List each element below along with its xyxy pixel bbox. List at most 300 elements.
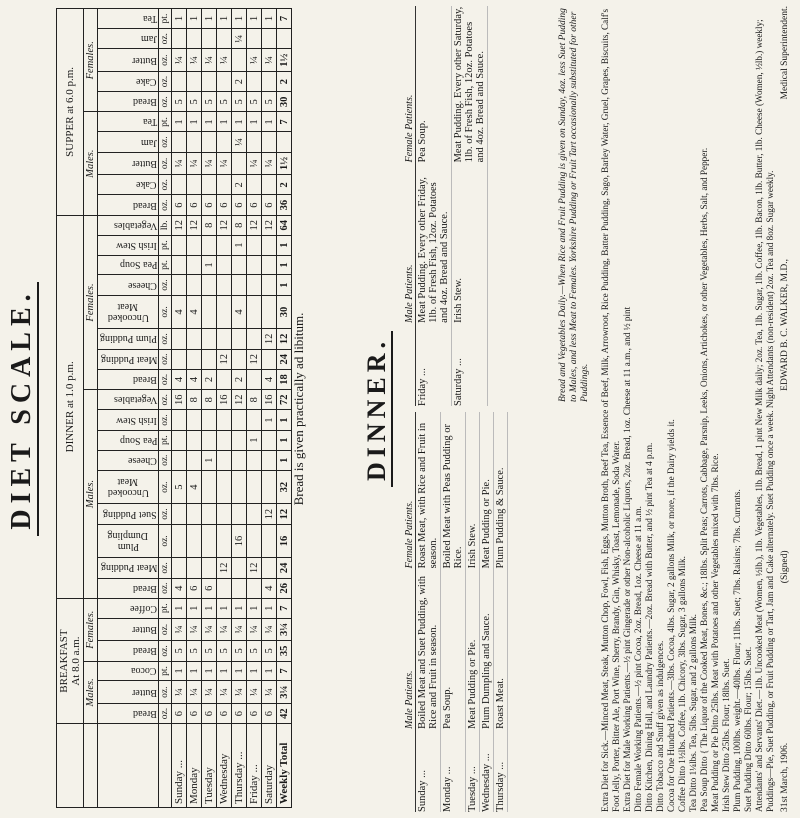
value-cell <box>187 558 202 578</box>
total-cell: 26 <box>277 578 292 598</box>
value-cell <box>172 410 187 430</box>
value-cell <box>262 71 277 91</box>
value-cell: 1 <box>217 9 232 29</box>
value-cell: 5 <box>202 641 217 661</box>
value-cell: 6 <box>202 703 217 723</box>
total-cell: 3¼ <box>277 681 292 704</box>
value-cell: 5 <box>172 641 187 661</box>
value-cell <box>232 255 247 275</box>
column-header: Jam <box>98 132 159 152</box>
value-cell <box>202 235 217 255</box>
total-cell: 12 <box>277 329 292 349</box>
dinner-female-cell: Irish Stew. <box>467 523 478 569</box>
value-cell: ¼ <box>172 152 187 175</box>
table-row <box>262 9 277 808</box>
total-cell: 1 <box>277 255 292 275</box>
value-cell <box>262 175 277 195</box>
value-cell <box>232 49 247 72</box>
value-cell: 6 <box>262 703 277 723</box>
corner-cell <box>57 724 84 808</box>
total-cell: 1½ <box>277 49 292 72</box>
value-cell <box>202 470 217 504</box>
value-cell: 1 <box>247 9 262 29</box>
meal-time: At 8.0 a.m. <box>70 636 82 686</box>
value-cell <box>202 295 217 329</box>
value-cell: 1 <box>202 112 217 132</box>
value-cell <box>172 450 187 470</box>
value-cell <box>172 504 187 524</box>
value-cell <box>247 470 262 504</box>
sex-header: Females. <box>84 9 98 113</box>
value-cell: 1 <box>232 9 247 29</box>
extra-diet-line: Coffee Ditto 1½lbs. Coffee, 1lb. Chicory, 3lbs. Sugar, 3 gallons Milk. <box>677 556 687 812</box>
value-cell: 1 <box>187 112 202 132</box>
value-cell: 16 <box>172 390 187 410</box>
unit-cell: oz. <box>159 195 172 215</box>
value-cell: 5 <box>202 92 217 112</box>
total-cell: 64 <box>277 215 292 235</box>
column-header: Butter <box>98 152 159 175</box>
value-cell: 6 <box>187 578 202 598</box>
value-cell <box>262 132 277 152</box>
unit-cell: lb. <box>159 215 172 235</box>
column-header: Bread <box>98 641 159 661</box>
value-cell: 6 <box>172 195 187 215</box>
value-cell: ¼ <box>172 49 187 72</box>
value-cell <box>187 349 202 369</box>
value-cell <box>217 295 232 329</box>
value-cell <box>232 410 247 430</box>
total-cell: 24 <box>277 349 292 369</box>
value-cell <box>247 29 262 49</box>
unit-cell: oz. <box>159 295 172 329</box>
value-cell <box>247 504 262 524</box>
value-cell: 1 <box>172 9 187 29</box>
dinner-row <box>494 412 508 812</box>
day-cell: Wednesday <box>217 724 232 808</box>
column-header: Bread <box>98 578 159 598</box>
value-cell: 1 <box>202 450 217 470</box>
value-cell: 1 <box>217 661 232 681</box>
value-cell <box>217 329 232 349</box>
signatory: EDWARD B. C. WALKER, M.D., <box>780 259 790 391</box>
unit-cell: pt. <box>159 598 172 618</box>
value-cell <box>217 410 232 430</box>
unit-cell: oz. <box>159 369 172 389</box>
value-cell: ¼ <box>187 618 202 641</box>
value-cell: 8 <box>187 390 202 410</box>
value-cell <box>217 29 232 49</box>
value-cell <box>187 430 202 450</box>
value-cell <box>247 578 262 598</box>
dinner-female-cell: Roast Meat, with Rice and Fruit in season. <box>417 422 439 569</box>
extra-diet-line: Cocoa for One Hundred Patients.—3lbs. Cocoa, 4lbs. Sugar, 2 gallons Milk, or more, if the Dairy yields it. <box>666 419 676 812</box>
value-cell: 4 <box>187 295 202 329</box>
value-cell: 1 <box>187 661 202 681</box>
value-cell: 6 <box>247 195 262 215</box>
value-cell <box>202 558 217 578</box>
value-cell: 5 <box>217 92 232 112</box>
total-cell: 72 <box>277 390 292 410</box>
unit-cell: pt. <box>159 9 172 29</box>
day-cell: Monday <box>187 724 202 808</box>
value-cell: 8 <box>247 390 262 410</box>
value-cell: 6 <box>217 195 232 215</box>
value-cell <box>232 349 247 369</box>
dinner-left-header <box>404 412 416 812</box>
value-cell: ¼ <box>172 618 187 641</box>
column-header: Pea Soup <box>98 430 159 450</box>
signed: (Signed) <box>780 550 790 584</box>
value-cell <box>217 450 232 470</box>
extra-diet-line: Tea Ditto 1¼lbs. Tea, 5lbs. Sugar, and 2 gallons Milk. <box>688 614 698 812</box>
dinner-day-cell: Thursday ... <box>495 761 506 812</box>
value-cell: 6 <box>232 703 247 723</box>
value-cell: 4 <box>172 369 187 389</box>
value-cell: 1 <box>217 112 232 132</box>
value-cell: 4 <box>262 578 277 598</box>
value-cell: ¼ <box>262 49 277 72</box>
dinner-note: Bread and Vegetables Daily.—When Rice and Fruit Pudding is given on Sunday, 4oz. less Suet Pudding to Males, and less Meat to Females. Yorkshire Pudding or Fruit Tart occasionally substituted for other Puddings. <box>558 8 590 402</box>
unit-cell: oz. <box>159 92 172 112</box>
value-cell <box>217 578 232 598</box>
value-cell: 6 <box>217 703 232 723</box>
value-cell <box>217 255 232 275</box>
dinner-day-cell: Saturday ... <box>453 358 464 406</box>
total-cell: 12 <box>277 504 292 524</box>
value-cell <box>217 235 232 255</box>
value-cell <box>187 71 202 91</box>
day-cell: Saturday <box>262 724 277 808</box>
value-cell: 12 <box>217 215 232 235</box>
value-cell: 16 <box>262 390 277 410</box>
dinner-female-cell: Pea Soup. <box>417 120 428 163</box>
dinner-male-cell: Irish Stew. <box>453 278 464 323</box>
value-cell <box>172 329 187 349</box>
value-cell: 5 <box>262 641 277 661</box>
column-header: Tea <box>98 112 159 132</box>
unit-cell: oz. <box>159 275 172 295</box>
value-cell: 6 <box>232 195 247 215</box>
value-cell: 1 <box>172 661 187 681</box>
table-row <box>172 9 187 808</box>
value-cell: 1 <box>262 410 277 430</box>
day-cell: Tuesday <box>202 724 217 808</box>
value-cell: ¼ <box>187 152 202 175</box>
day-cell: Weekly Total <box>277 724 292 808</box>
value-cell: 1 <box>232 598 247 618</box>
unit-cell: oz. <box>159 132 172 152</box>
value-cell <box>232 275 247 295</box>
value-cell <box>172 255 187 275</box>
unit-cell: oz. <box>159 618 172 641</box>
value-cell: 16 <box>217 390 232 410</box>
value-cell: 5 <box>262 92 277 112</box>
unit-cell: oz. <box>159 152 172 175</box>
total-cell: 30 <box>277 92 292 112</box>
value-cell <box>247 295 262 329</box>
column-header: Tea <box>98 9 159 29</box>
dinner-day-cell: Sunday ... <box>417 770 428 812</box>
value-cell <box>187 504 202 524</box>
extra-diet-line: Pea Soup Ditto { The Liquor of the Cooked Meat, Bones, &c.; 18lbs. Split Peas; Carrots, Cabbage, Parsnip, Leeks, Onions, Artichokes, or other Vegetables, Herbs, Salt, and Pepper. <box>699 147 709 812</box>
value-cell: ¼ <box>262 618 277 641</box>
signatory-role: Medical Superintendent. <box>780 6 790 100</box>
value-cell <box>262 430 277 450</box>
value-cell: ¼ <box>217 618 232 641</box>
total-cell: 1 <box>277 235 292 255</box>
extra-diet-line: Ditto Tobacco and Snuff given as indulgences. <box>655 640 665 812</box>
male-patients-header: Male Patients. <box>404 670 415 729</box>
total-cell: 1 <box>277 275 292 295</box>
unit-cell: pt. <box>159 112 172 132</box>
value-cell <box>247 450 262 470</box>
value-cell <box>232 450 247 470</box>
sex-header: Females. <box>84 598 98 661</box>
total-cell <box>277 132 292 152</box>
value-cell: 1 <box>202 9 217 29</box>
value-cell <box>187 255 202 275</box>
column-header: Meat Pudding <box>98 558 159 578</box>
value-cell <box>247 132 262 152</box>
value-cell: 12 <box>247 215 262 235</box>
value-cell: 6 <box>202 578 217 598</box>
value-cell: 5 <box>172 92 187 112</box>
value-cell: ¼ <box>262 681 277 704</box>
meal-label: BREAKFAST <box>58 629 70 693</box>
value-cell <box>262 29 277 49</box>
diet-scale-table <box>56 8 292 808</box>
value-cell: 2 <box>232 175 247 195</box>
total-cell: 7 <box>277 661 292 681</box>
extra-diet-line: Ditto Female Working Patients.—½ pint Cocoa, 2oz. Bread, 1oz. Cheese at 11 a.m. <box>633 506 643 812</box>
unit-cell: oz. <box>159 410 172 430</box>
value-cell: 12 <box>247 349 262 369</box>
unit-cell: oz. <box>159 390 172 410</box>
value-cell: 1 <box>247 112 262 132</box>
value-cell: 5 <box>172 470 187 504</box>
value-cell: ¼ <box>247 49 262 72</box>
total-cell: 2 <box>277 71 292 91</box>
value-cell: ¼ <box>217 681 232 704</box>
column-header: Butter <box>98 49 159 72</box>
dinner-row <box>416 412 441 812</box>
total-cell: 36 <box>277 195 292 215</box>
column-header: Pea Soup <box>98 255 159 275</box>
value-cell <box>202 524 217 558</box>
value-cell <box>247 175 262 195</box>
value-cell: 4 <box>232 295 247 329</box>
value-cell: 4 <box>262 369 277 389</box>
value-cell <box>202 504 217 524</box>
value-cell: 8 <box>202 390 217 410</box>
unit-cell: oz. <box>159 175 172 195</box>
dinner-male-cell: Boiled Meat and Suet Pudding, with Rice and Fruit in season. <box>417 576 439 729</box>
dinner-row <box>466 412 480 812</box>
unit-cell: oz. <box>159 641 172 661</box>
extra-diet-line: Attendants' and Servants' Diet.—1lb. Uncooked Meat (Women, ½lb.), 1lb. Vegetables, 1lb. Bread, 1 pint New Milk daily; 2oz. Tea, 1lb. Sugar, 1lb. Coffee, 1lb. Bacon, 1lb. Butter, 1lb. Cheese (Women, ½lb.) weekly; Puddings—Pie, Suet Pudding, or Fruit Pudding or Tart, Jam and Cake alternately. Suet Pudding once a week. Night Attendants (non-resident) 2oz. Tea and 8oz. Sugar weekly. <box>754 19 775 812</box>
value-cell <box>247 329 262 349</box>
value-cell <box>262 255 277 275</box>
dinner-day-cell: Monday ... <box>442 766 453 812</box>
column-header: Cheese <box>98 275 159 295</box>
table-row <box>202 9 217 808</box>
table-row <box>247 9 262 808</box>
value-cell <box>232 152 247 175</box>
value-cell <box>247 71 262 91</box>
unit-cell: oz. <box>159 71 172 91</box>
value-cell <box>262 275 277 295</box>
value-cell: ¼ <box>247 152 262 175</box>
value-cell <box>262 524 277 558</box>
value-cell: 6 <box>172 703 187 723</box>
value-cell: ¼ <box>202 681 217 704</box>
value-cell <box>247 275 262 295</box>
unit-cell: oz. <box>159 681 172 704</box>
value-cell: 6 <box>187 195 202 215</box>
total-cell: 1 <box>277 430 292 450</box>
value-cell: ¼ <box>232 29 247 49</box>
value-cell <box>247 369 262 389</box>
dinner-left-block <box>404 412 508 812</box>
unit-cell: oz. <box>159 703 172 723</box>
value-cell <box>172 175 187 195</box>
value-cell: ¼ <box>232 618 247 641</box>
value-cell <box>262 558 277 578</box>
value-cell <box>217 71 232 91</box>
column-header: Uncooked Meat <box>98 295 159 329</box>
value-cell: 8 <box>202 215 217 235</box>
value-cell: ¼ <box>217 152 232 175</box>
value-cell <box>172 29 187 49</box>
value-cell: 1 <box>247 430 262 450</box>
value-cell <box>232 504 247 524</box>
value-cell: 4 <box>172 578 187 598</box>
total-cell: 24 <box>277 558 292 578</box>
value-cell: 12 <box>262 215 277 235</box>
value-cell <box>247 235 262 255</box>
column-header: Bread <box>98 369 159 389</box>
value-cell: 12 <box>247 558 262 578</box>
value-cell <box>232 329 247 349</box>
value-cell: 1 <box>187 9 202 29</box>
meal-header <box>57 598 84 723</box>
corner-cell <box>159 724 172 808</box>
value-cell <box>172 71 187 91</box>
value-cell: 1 <box>232 235 247 255</box>
total-cell: 2 <box>277 175 292 195</box>
unit-cell: oz. <box>159 470 172 504</box>
column-header: Plum Pudding <box>98 329 159 349</box>
extra-diet-line: Irish Stew Ditto 25lbs. Flour; 18lbs. Suet. <box>721 658 731 812</box>
total-cell: 7 <box>277 598 292 618</box>
value-cell <box>217 470 232 504</box>
total-cell: 30 <box>277 295 292 329</box>
value-cell <box>202 349 217 369</box>
value-cell: 12 <box>262 504 277 524</box>
value-cell: 6 <box>262 195 277 215</box>
column-header: Cake <box>98 71 159 91</box>
dinner-day-cell: Tuesday ... <box>467 766 478 812</box>
value-cell: 12 <box>187 215 202 235</box>
sex-header: Males. <box>84 390 98 599</box>
sex-header: Males. <box>84 112 98 215</box>
dinner-right-block <box>404 6 488 406</box>
corner-cell <box>84 724 98 808</box>
value-cell: ¼ <box>202 49 217 72</box>
female-patients-header: Female Patients. <box>404 500 415 569</box>
unit-cell: oz. <box>159 558 172 578</box>
dinner-row <box>416 6 452 406</box>
value-cell <box>217 132 232 152</box>
value-cell <box>217 430 232 450</box>
dinner-female-cell: Plum Pudding & Sauce. <box>495 467 506 569</box>
extra-diet-line: Extra Diet for Male Working Patients.—½ pint Gingerade or other Non-alcoholic Liquors, 2oz. Bread, 1oz. Cheese at 11 a.m., and ½ pint <box>622 306 632 812</box>
sex-header: Females. <box>84 215 98 389</box>
value-cell <box>172 430 187 450</box>
dinner-section <box>362 6 796 812</box>
value-cell: 6 <box>247 703 262 723</box>
value-cell: ¼ <box>187 681 202 704</box>
value-cell: 12 <box>217 349 232 369</box>
value-cell: ¼ <box>187 49 202 72</box>
value-cell <box>232 558 247 578</box>
value-cell: 5 <box>187 641 202 661</box>
meal-header <box>57 215 84 598</box>
column-header: Butter <box>98 681 159 704</box>
dinner-female-cell: Boiled Meat with Peas Pudding or Rice. <box>442 424 464 569</box>
value-cell: 4 <box>172 295 187 329</box>
value-cell: 1 <box>202 598 217 618</box>
dinner-right-header <box>404 6 416 406</box>
extra-diet-line: Plum Pudding, 100lbs. weight.—40lbs. Flour; 11lbs. Suet; 7lbs. Raisins; 7lbs. Currants. <box>732 489 742 812</box>
value-cell: ¼ <box>232 132 247 152</box>
value-cell <box>172 235 187 255</box>
value-cell: 5 <box>232 641 247 661</box>
value-cell <box>262 295 277 329</box>
value-cell <box>187 275 202 295</box>
column-header: Bread <box>98 195 159 215</box>
dinner-male-cell: Plum Dumpling and Sauce. <box>481 613 492 729</box>
total-cell: 32 <box>277 470 292 504</box>
sex-header: Males. <box>84 661 98 724</box>
value-cell <box>172 275 187 295</box>
column-header: Cake <box>98 175 159 195</box>
diet-scale-section <box>6 6 361 812</box>
value-cell <box>217 369 232 389</box>
value-cell: ¼ <box>232 681 247 704</box>
dinner-day-cell: Friday ... <box>417 368 428 406</box>
value-cell: 5 <box>217 641 232 661</box>
column-header: Irish Stew <box>98 235 159 255</box>
dinner-male-cell: Meat Pudding. Every other Friday, 1lb. of Fresh Fish, 12oz. Potatoes and 4oz. Bread and Sauce. <box>417 177 450 323</box>
value-cell <box>217 175 232 195</box>
dinner-row <box>480 412 494 812</box>
value-cell: 2 <box>202 369 217 389</box>
meal-header <box>57 9 84 216</box>
value-cell <box>262 470 277 504</box>
value-cell: 1 <box>202 661 217 681</box>
value-cell <box>247 410 262 430</box>
extra-diet-line: Extra Diet for Sick.—Minced Meat, Steak, Mutton Chop, Fowl, Fish, Eggs, Mutton Broth, Beef Tea, Essence of Beef, Milk, Arrowroot, Rice Pudding, Batter Pudding, Sago, Barley Water, Gruel, Grapes, Biscuits, Calf's Foot Jelly, Porter, Bitter Ale, Port Wine, Sherry, Brandy, Gin, Whisky, Toast, Lemonade, Soda Water. <box>600 8 621 812</box>
value-cell: 12 <box>232 390 247 410</box>
unit-cell: oz. <box>159 450 172 470</box>
column-header: Bread <box>98 92 159 112</box>
value-cell <box>202 329 217 349</box>
column-header: Meat Pudding <box>98 349 159 369</box>
value-cell <box>187 329 202 349</box>
dinner-title: DINNER. <box>362 6 392 812</box>
